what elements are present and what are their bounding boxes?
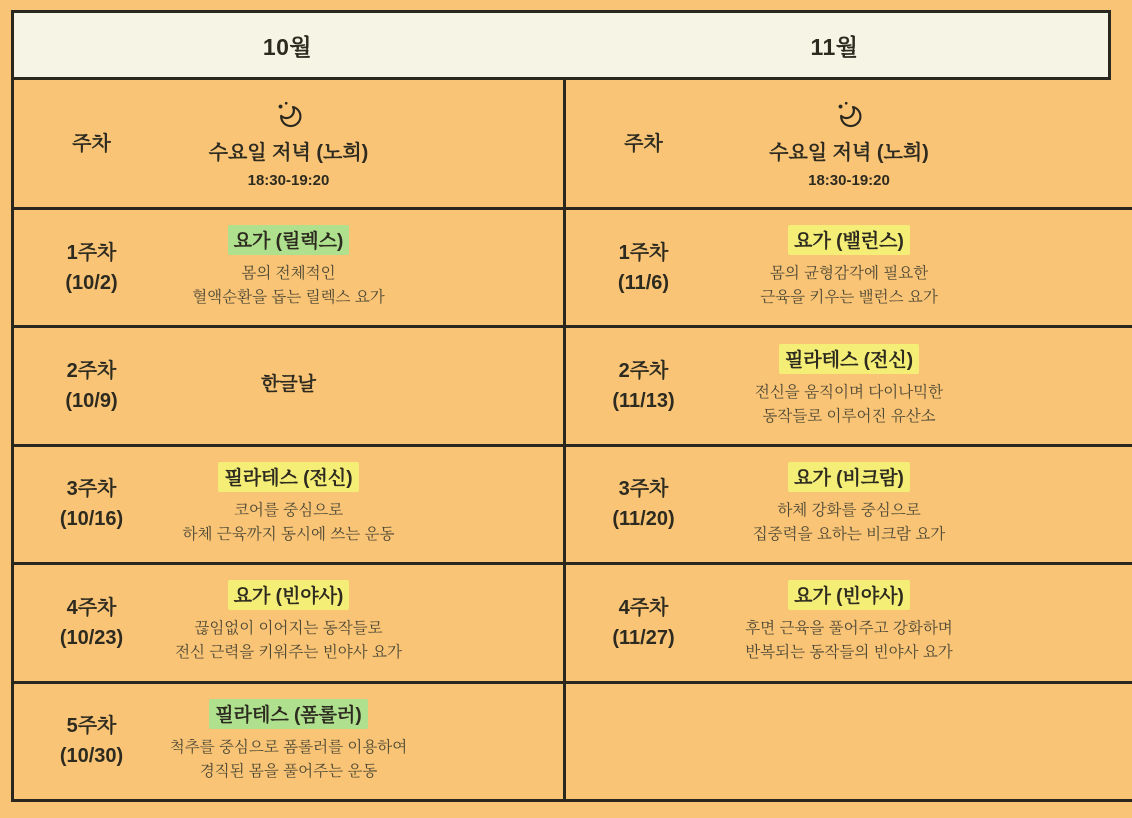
week-label <box>566 474 721 534</box>
week-label <box>14 593 169 653</box>
class-title: 필라테스 (전신) <box>779 344 919 374</box>
class-title <box>843 739 855 742</box>
table-week-row <box>14 328 1132 446</box>
schedule-cell <box>14 328 566 443</box>
class-desc-line: 몸의 균형감각에 필요한 <box>769 265 929 283</box>
week-number: 4주차 <box>66 596 117 619</box>
week-date: (11/20) <box>612 508 675 531</box>
schedule-cell <box>566 565 1132 680</box>
class-desc-line: 집중력을 요하는 비크람 요가 <box>752 525 946 543</box>
class-title: 요가 (릴렉스) <box>228 225 350 255</box>
class-title: 한글날 <box>260 373 317 395</box>
schedule-table <box>11 80 1132 802</box>
class-title: 요가 (빈야사) <box>228 580 350 610</box>
schedule-cell <box>566 328 1132 443</box>
class-title: 요가 (밸런스) <box>788 225 910 255</box>
week-date: (11/27) <box>612 626 675 649</box>
moon-icon <box>834 99 864 129</box>
week-number: 1주차 <box>66 241 117 264</box>
week-label <box>14 356 169 416</box>
class-desc-line: 전신을 움직이며 다이나믹한 <box>754 383 944 401</box>
week-label <box>566 356 721 416</box>
session-day-title: 수요일 저녁 (노희) <box>208 141 369 164</box>
table-header-row <box>14 80 1132 210</box>
week-date: (10/23) <box>59 626 124 649</box>
week-number: 2주차 <box>66 360 117 383</box>
class-desc-line: 하체 근육까지 동시에 쓰는 운동 <box>182 525 395 543</box>
class-desc-line: 전신 근력을 키워주는 빈야사 요가 <box>175 644 402 662</box>
session-time: 18:30-19:20 <box>247 171 330 189</box>
week-number: 1주차 <box>618 241 669 264</box>
week-column-label: 주차 <box>624 132 663 155</box>
table-week-row <box>14 565 1132 683</box>
class-desc-line: 동작들로 이루어진 유산소 <box>762 407 936 425</box>
class-desc-line: 하체 강화를 중심으로 <box>777 501 921 519</box>
week-date: (10/30) <box>59 745 124 768</box>
session-time: 18:30-19:20 <box>808 171 890 189</box>
class-title: 요가 (빈야사) <box>788 580 910 610</box>
schedule-cell <box>14 684 566 799</box>
week-label <box>566 593 721 653</box>
table-week-row <box>14 684 1132 802</box>
class-title-row <box>566 729 1132 747</box>
week-label <box>566 238 721 298</box>
class-desc-line: 반복되는 동작들의 빈야사 요가 <box>745 644 953 662</box>
session-day-title: 수요일 저녁 (노희) <box>769 141 929 164</box>
class-desc-line: 경직된 몸을 풀어주는 운동 <box>199 762 378 780</box>
month-header-cell <box>566 80 1132 207</box>
month-label-october: 10월 <box>262 33 313 60</box>
schedule-cell <box>566 210 1132 325</box>
class-desc-line: 후면 근육을 풀어주고 강화하며 <box>745 620 953 638</box>
week-date: (10/16) <box>59 508 124 531</box>
class-desc-line: 척추를 중심으로 폼롤러를 이용하여 <box>169 738 408 756</box>
schedule-cell <box>566 447 1132 562</box>
class-desc-line: 몸의 전체적인 <box>241 265 336 283</box>
week-date: (10/9) <box>65 390 118 413</box>
class-title: 요가 (비크람) <box>788 462 910 492</box>
class-info <box>566 729 1132 754</box>
class-desc-line: 코어를 중심으로 <box>233 501 344 519</box>
week-number: 2주차 <box>618 360 669 383</box>
schedule-cell <box>14 447 566 562</box>
week-number: 3주차 <box>618 478 669 501</box>
week-label <box>14 474 169 534</box>
moon-icon <box>274 99 304 129</box>
class-desc-line: 끊임없이 이어지는 동작들로 <box>194 620 383 638</box>
table-week-row <box>14 447 1132 565</box>
month-label-november: 11월 <box>810 33 859 60</box>
table-week-row <box>14 210 1132 328</box>
week-date: (10/2) <box>65 271 118 294</box>
month-header-cell <box>14 80 566 207</box>
class-title: 필라테스 (폼롤러) <box>209 699 367 729</box>
week-label <box>14 711 169 771</box>
week-column-label: 주차 <box>72 132 111 155</box>
month-header-band <box>11 10 1111 80</box>
week-number: 4주차 <box>618 596 669 619</box>
week-label <box>14 238 169 298</box>
schedule-cell <box>14 565 566 680</box>
week-date: (11/6) <box>617 271 670 294</box>
schedule-cell <box>566 684 1132 799</box>
week-number: 5주차 <box>66 715 117 738</box>
class-desc-line: 근육을 키우는 밸런스 요가 <box>760 289 938 307</box>
week-date: (11/13) <box>612 390 675 413</box>
week-number: 3주차 <box>66 478 117 501</box>
class-desc-line: 혈액순환을 돕는 릴렉스 요가 <box>192 289 385 307</box>
class-title: 필라테스 (전신) <box>218 462 358 492</box>
schedule-cell <box>14 210 566 325</box>
